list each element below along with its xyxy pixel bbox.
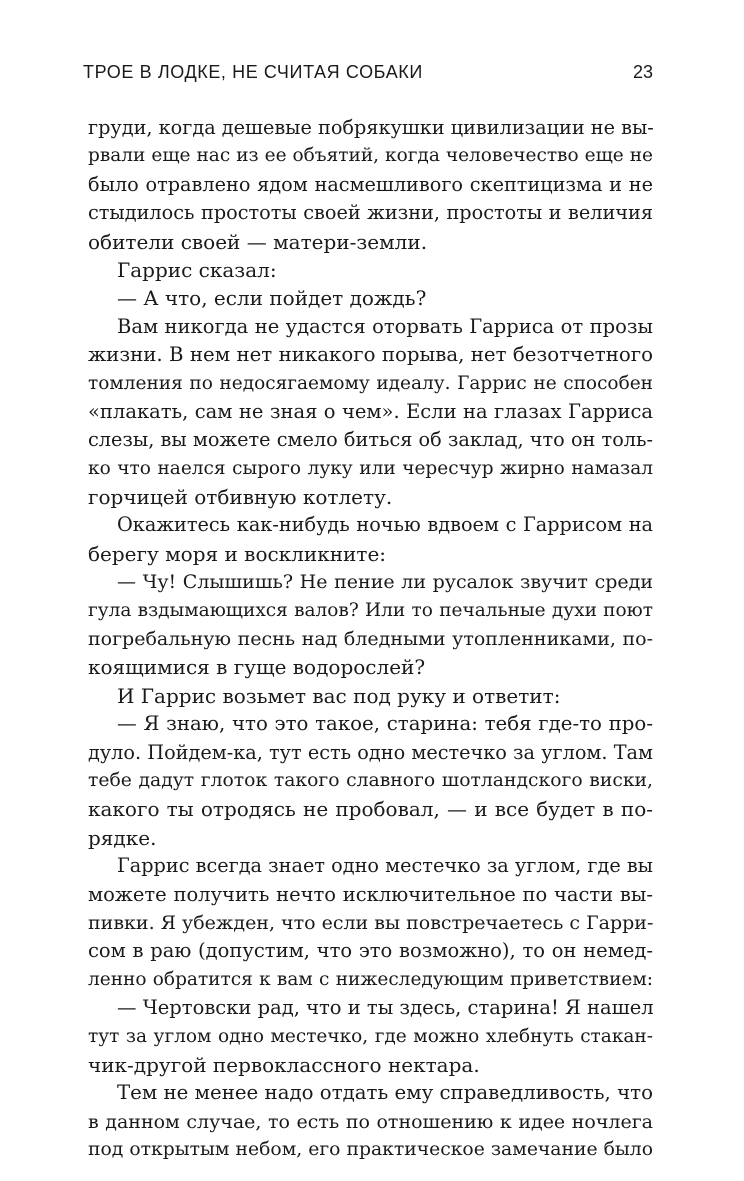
text-line: чик-другой первоклассного нектара. — [88, 1052, 480, 1077]
text-line: было отравлено ядом насмешливого скептицизма и не — [88, 172, 653, 196]
text-line: можете получить нечто исключительное по части вы- — [88, 882, 653, 906]
text-line: Окажитесь как-нибудь ночью вдвоем с Гаррисом на — [117, 513, 653, 537]
text-line: Гаррис сказал: — [117, 257, 277, 282]
text-line: тебе дадут глоток такого славного шотландского виски, — [88, 769, 653, 791]
text-line: груди, когда дешевые побрякушки цивилизации не вы- — [88, 116, 654, 139]
text-line: в данном случае, то есть по отношению к идее ночлега — [88, 1110, 653, 1133]
text-line: берегу моря и воскликните: — [88, 541, 387, 566]
text-line: томления по недосягаемому идеалу. Гаррис не способен — [88, 372, 653, 394]
text-line: дуло. Пойдем-ка, тут есть одно местечко за углом. Там — [88, 740, 653, 764]
text-line: рядке. — [88, 825, 157, 850]
text-line: — А что, если пойдет дождь? — [117, 286, 427, 311]
text-line: сом в раю (допустим, что это возможно), то он немед- — [88, 939, 653, 963]
text-line: слезы, вы можете смело биться об заклад, что он толь- — [88, 428, 653, 452]
text-line: пивки. Я убежден, что если вы повстречаетесь с Гарри- — [88, 911, 654, 934]
text-line: — Я знаю, что это такое, старина: тебя где-то про- — [117, 712, 653, 736]
text-line: погребальную песнь над бледными утопленниками, по- — [88, 628, 653, 651]
text-line: стыдилось простоты своей жизни, простоты и величия — [88, 201, 653, 225]
text-line: под открытым небом, его практическое замечание было — [88, 1139, 653, 1161]
text-line: гула вздымающихся валов? Или то печальные духи поют — [88, 599, 653, 621]
text-line: Тем не менее надо отдать ему справедливость, что — [117, 1081, 653, 1105]
text-line: — Чертовски рад, что и ты здесь, старина! Я нашел — [117, 996, 654, 1020]
text-line: тут за углом одно местечко, где можно хлебнуть стакан- — [88, 1025, 653, 1047]
text-line: ко что наелся сырого луку или чересчур жирно намазал — [88, 457, 653, 479]
text-line: коящимися в гуще водорослей? — [88, 655, 426, 680]
text-line: обители своей — матери-земли. — [88, 229, 428, 254]
body-text — [88, 114, 653, 1164]
running-head — [83, 62, 653, 88]
text-line: Гаррис всегда знает одно местечко за углом, где вы — [117, 854, 653, 878]
text-line: ленно обратится к вам с нижеследующим приветствием: — [88, 968, 653, 990]
text-line: рвали еще нас из ее объятий, когда человечество еще не — [88, 145, 653, 167]
text-line: горчицей отбивную котлету. — [88, 485, 393, 510]
text-line: Вам никогда не удастся оторвать Гарриса от прозы — [117, 314, 653, 338]
text-line: «плакать, сам не зная о чем». Если на глазах Гарриса — [88, 399, 653, 423]
text-line: какого ты отродясь не пробовал, — и все будет в по- — [88, 797, 653, 822]
text-line: — Чу! Слышишь? Не пение ли русалок звучит среди — [117, 571, 653, 594]
text-line: жизни. В нем нет никакого порыва, нет безотчетного — [88, 343, 653, 367]
page-number: 23 — [632, 62, 653, 82]
running-title: ТРОЕ В ЛОДКЕ, НЕ СЧИТАЯ СОБАКИ — [83, 62, 423, 82]
text-line: И Гаррис возьмет вас под руку и ответит: — [117, 683, 561, 708]
